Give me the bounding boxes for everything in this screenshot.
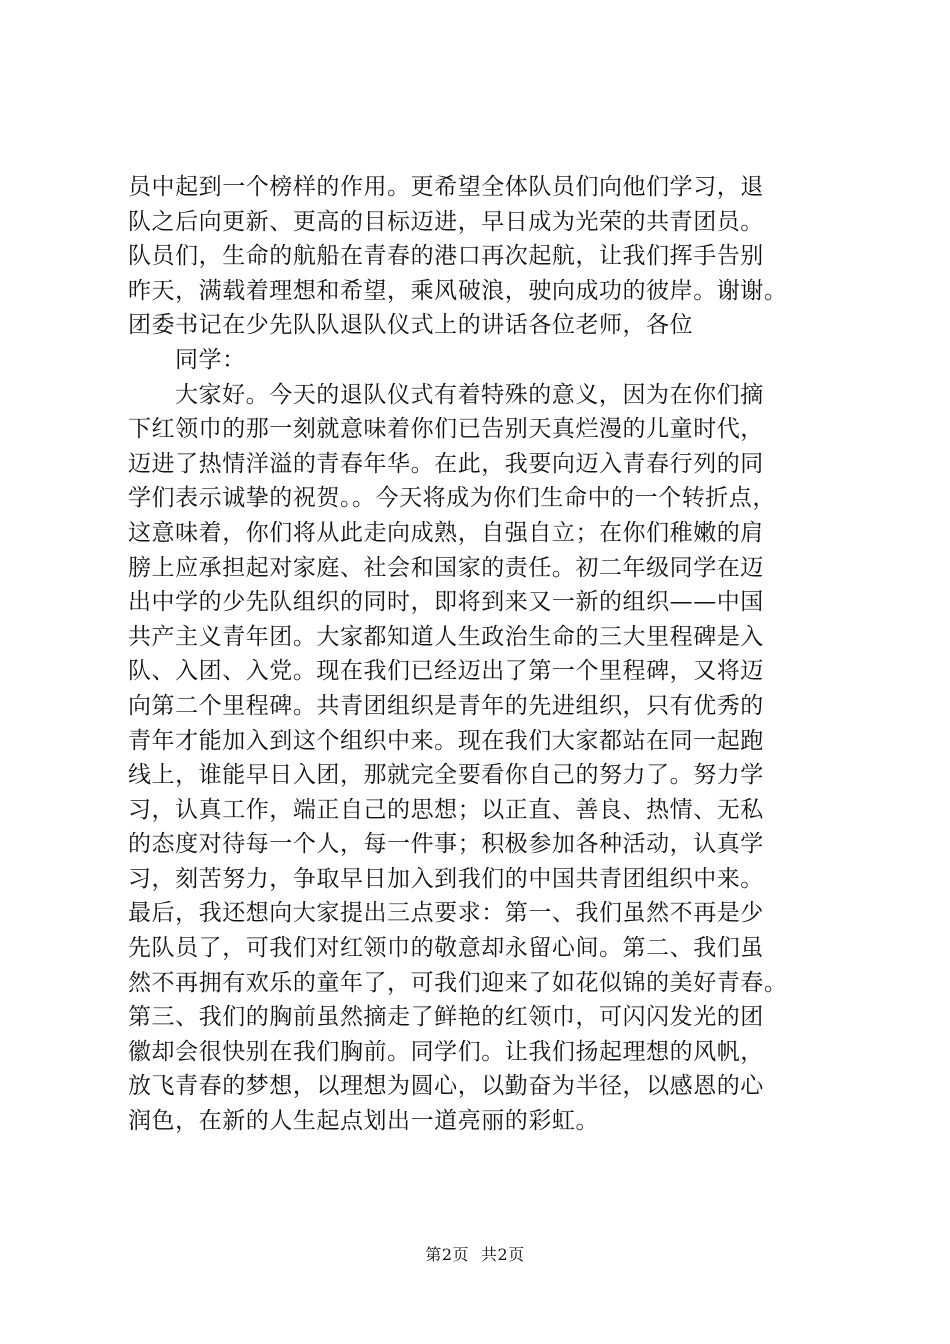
text-line: 然不再拥有欢乐的童年了，可我们迎来了如花似锦的美好青春。 (128, 969, 788, 996)
text-line: 第三、我们的胸前虽然摘走了鲜艳的红领巾，可闪闪发光的团 (128, 1004, 764, 1031)
text-line: 队员们，生命的航船在青春的港口再次起航，让我们挥手告别 (128, 243, 764, 270)
salutation-line: 同学： (175, 346, 246, 373)
text-line: 员中起到一个榜样的作用。更希望全体队员们向他们学习，退 (128, 174, 764, 200)
text-line: 出中学的少先队组织的同时，即将到来又一新的组织——中国 (128, 589, 764, 616)
text-line: 放飞青春的梦想，以理想为圆心，以勤奋为半径，以感恩的心 (128, 1073, 764, 1100)
text-line: 徽却会很快别在我们胸前。同学们。让我们扬起理想的风帆， (128, 1038, 764, 1065)
text-line: 的态度对待每一个人，每一件事；积极参加各种活动，认真学 (128, 831, 764, 858)
text-line: 先队员了，可我们对红领巾的敬意却永留心间。第二、我们虽 (128, 935, 764, 962)
text-line: 下红领巾的那一刻就意味着你们已告别天真烂漫的儿童时代， (128, 416, 764, 443)
text-line: 最后，我还想向大家提出三点要求：第一、我们虽然不再是少 (128, 900, 764, 927)
text-line: 这意味着，你们将从此走向成熟，自强自立；在你们稚嫩的肩 (128, 519, 764, 546)
text-line: 团委书记在少先队队退队仪式上的讲话各位老师，各位 (128, 312, 694, 339)
text-line: 迈进了热情洋溢的青春年华。在此，我要向迈入青春行列的同 (128, 450, 764, 477)
text-line: 共产主义青年团。大家都知道人生政治生命的三大里程碑是入 (128, 623, 764, 650)
text-line: 队之后向更新、更高的目标迈进，早日成为光荣的共青团员。 (128, 208, 764, 235)
text-line: 膀上应承担起对家庭、社会和国家的责任。初二年级同学在迈 (128, 554, 764, 581)
text-line: 习，认真工作，端正自己的思想；以正直、善良、热情、无私 (128, 796, 764, 823)
text-line: 向第二个里程碑。共青团组织是青年的先进组织，只有优秀的 (128, 692, 764, 719)
page-number-total: 共2页 (481, 1245, 525, 1264)
page-number-current: 第2页 (425, 1245, 469, 1264)
text-line: 润色，在新的人生起点划出一道亮丽的彩虹。 (128, 1108, 599, 1135)
text-line: 青年才能加入到这个组织中来。现在我们大家都站在同一起跑 (128, 727, 764, 754)
text-line: 昨天，满载着理想和希望，乘风破浪，驶向成功的彼岸。谢谢。 (128, 277, 788, 304)
text-line: 习，刻苦努力，争取早日加入到我们的中国共青团组织中来。 (128, 865, 764, 892)
page-footer (0, 1244, 950, 1266)
text-line: 学们表示诚挚的祝贺。。今天将成为你们生命中的一个转折点， (128, 485, 776, 512)
paragraph-start-line: 大家好。今天的退队仪式有着特殊的意义，因为在你们摘 (175, 381, 764, 408)
document-body (128, 170, 858, 1139)
text-line: 队、入团、入党。现在我们已经迈出了第一个里程碑，又将迈 (128, 658, 764, 685)
text-line: 线上，谁能早日入团，那就完全要看你自己的努力了。努力学 (128, 762, 764, 789)
